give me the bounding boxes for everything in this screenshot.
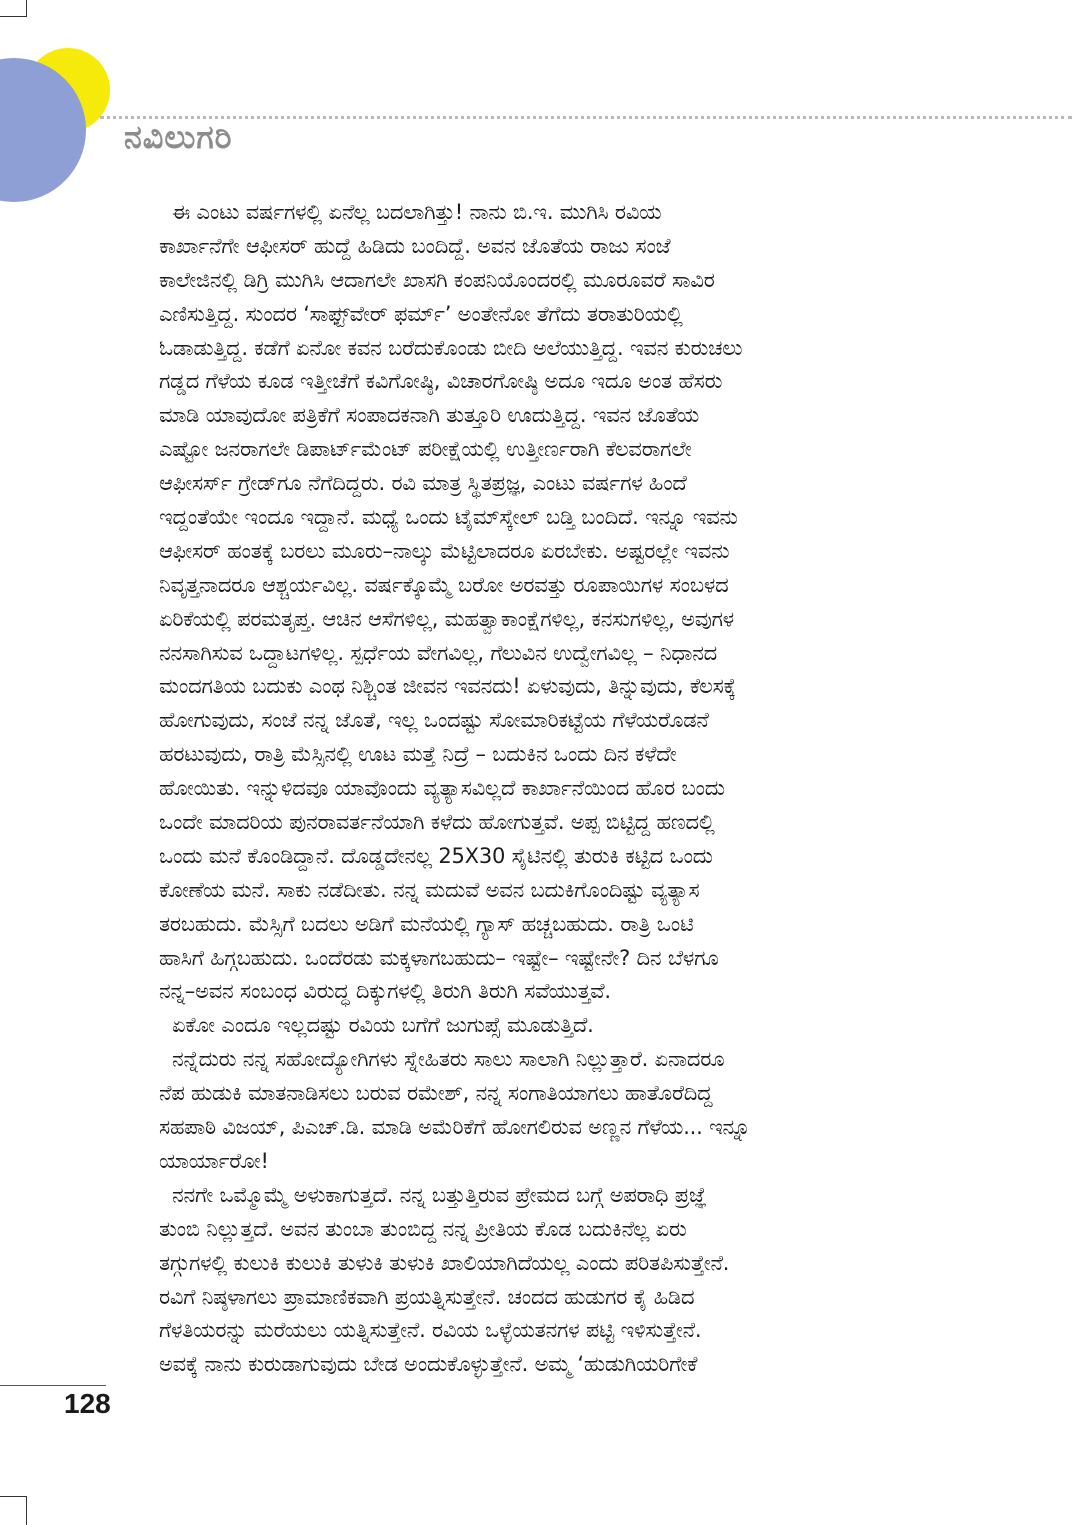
crop-mark-bottom-vertical — [26, 1496, 27, 1525]
body-text-line: ಹರಟುವುದು, ರಾತ್ರಿ ಮೆಸ್ಸಿನಲ್ಲಿ ಊಟ ಮತ್ತೆ ನಿದ್ರೆ – ಬದುಕಿನ ಒಂದು ದಿನ ಕಳೆದೇ — [159, 742, 677, 767]
section-title: ನವಿಲುಗರಿ — [124, 118, 233, 156]
page-number: 128 — [64, 1388, 111, 1419]
body-text-line: ರವಿಗೆ ನಿಷ್ಠಳಾಗಲು ಪ್ರಾಮಾಣಿಕವಾಗಿ ಪ್ರಯತ್ನಿಸುತ್ತೇನೆ. ಚಂದದ ಹುಡುಗರ ಕೈ ಹಿಡಿದ — [159, 1284, 695, 1309]
body-text-line: ಯಾರ್ಯಾರೋ! — [159, 1148, 269, 1173]
body-text-line: ಮಾಡಿ ಯಾವುದೋ ಪತ್ರಿಕೆಗೆ ಸಂಪಾದಕನಾಗಿ ತುತ್ತೂರಿ ಊದುತ್ತಿದ್ದ. ಇವನ ಜೊತೆಯ — [159, 403, 700, 428]
body-text-line: ತರಬಹುದು. ಮೆಸ್ಸಿಗೆ ಬದಲು ಅಡಿಗೆ ಮನೆಯಲ್ಲಿ ಗ್ಯಾಸ್ ಹಚ್ಚಬಹುದು. ರಾತ್ರಿ ಒಂಟಿ — [159, 911, 694, 936]
crop-mark-top-horizontal — [0, 16, 27, 17]
body-text — [159, 196, 904, 1382]
body-text-line: ಎಷ್ಟೋ ಜನರಾಗಲೇ ಡಿಪಾರ್ಟ್‌ಮೆಂಟ್ ಪರೀಕ್ಷೆಯಲ್ಲಿ ಉತ್ತೀರ್ಣರಾಗಿ ಕೆಲವರಾಗಲೇ — [159, 437, 692, 462]
crop-mark-bottom-horizontal — [0, 1496, 27, 1497]
header-dotted-rule — [100, 116, 1072, 119]
body-text-line: ತುಂಬಿ ನಿಲ್ಲುತ್ತದೆ. ಅವನ ತುಂಬಾ ತುಂಬಿದ್ದ ನನ್ನ ಪ್ರೀತಿಯ ಕೊಡ ಬದುಕಿನೆಲ್ಲ ಏರು — [159, 1216, 687, 1241]
body-text-line: ನನಸಾಗಿಸುವ ಒದ್ದಾಟಗಳಿಲ್ಲ. ಸ್ಪರ್ಧೆಯ ವೇಗವಿಲ್ಲ, ಗೆಲುವಿನ ಉದ್ವೇಗವಿಲ್ಲ – ನಿಧಾನದ — [159, 640, 718, 665]
body-text-line: ಕೋಣೆಯ ಮನೆ. ಸಾಕು ನಡೆದೀತು. ನನ್ನ ಮದುವೆ ಅವನ ಬದುಕಿಗೊಂದಿಷ್ಟು ವ್ಯತ್ಯಾಸ — [159, 877, 700, 902]
body-text-line: ನಿವೃತ್ತನಾದರೂ ಆಶ್ಚರ್ಯವಿಲ್ಲ. ವರ್ಷಕ್ಕೊಮ್ಮೆ ಬರೋ ಅರವತ್ತು ರೂಪಾಯಿಗಳ ಸಂಬಳದ — [159, 572, 729, 597]
body-text-line: ನನ್ನೆದುರು ನನ್ನ ಸಹೋದ್ಯೋಗಿಗಳು ಸ್ನೇಹಿತರು ಸಾಲು ಸಾಲಾಗಿ ನಿಲ್ಲುತ್ತಾರೆ. ಏನಾದರೂ — [172, 1047, 725, 1072]
body-text-line: ಹೋಗುವುದು, ಸಂಜೆ ನನ್ನ ಜೊತೆ, ಇಲ್ಲ ಒಂದಷ್ಟು ಸೋಮಾರಿಕಟ್ಟೆಯ ಗೆಳೆಯರೊಡನೆ — [159, 708, 709, 733]
body-text-line: ಅವಕ್ಕೆ ನಾನು ಕುರುಡಾಗುವುದು ಬೇಡ ಅಂದುಕೊಳ್ಳುತ್ತೇನೆ. ಅಮ್ಮ ‘ಹುಡುಗಿಯರಿಗೇಕೆ — [159, 1352, 698, 1377]
body-text-line: ಹಾಸಿಗೆ ಹಿಗ್ಗಬಹುದು. ಒಂದೆರಡು ಮಕ್ಕಳಾಗಬಹುದು– ಇಷ್ಟೇ– ಇಷ್ಟೇನೇ? ದಿನ ಬೆಳಗೂ — [159, 945, 719, 970]
body-text-line: ಏರಿಕೆಯಲ್ಲಿ ಪರಮತೃಪ್ತ. ಆಚಿನ ಆಸೆಗಳಿಲ್ಲ, ಮಹತ್ವಾಕಾಂಕ್ಷೆಗಳಿಲ್ಲ, ಕನಸುಗಳಿಲ್ಲ, ಅವುಗಳ — [159, 606, 734, 631]
body-text-line: ತಗ್ಗುಗಳಲ್ಲಿ ಕುಲುಕಿ ಕುಲುಕಿ ತುಳುಕಿ ತುಳುಕಿ ಖಾಲಿಯಾಗಿದೆಯಲ್ಲ ಎಂದು ಪರಿತಪಿಸುತ್ತೇನೆ. — [159, 1250, 730, 1275]
body-text-line: ಆಫೀಸರ್ ಹಂತಕ್ಕೆ ಬರಲು ಮೂರು–ನಾಲ್ಕು ಮೆಟ್ಟಿಲಾದರೂ ಏರಬೇಕು. ಅಷ್ಟರಲ್ಲೇ ಇವನು — [159, 538, 730, 563]
crop-mark-top-vertical — [26, 0, 27, 16]
footer-rule — [0, 1385, 106, 1386]
body-text-line: ಹೋಯಿತು. ಇನ್ನುಳಿದವೂ ಯಾವೊಂದು ವ್ಯತ್ಯಾಸವಿಲ್ಲದೆ ಕಾರ್ಖಾನೆಯಿಂದ ಹೊರ ಬಂದು — [159, 776, 725, 801]
body-text-line: ಒಂದು ಮನೆ ಕೊಂಡಿದ್ದಾನೆ. ದೊಡ್ಡದೇನಲ್ಲ 25X30 ಸೈಟಿನಲ್ಲಿ ತುರುಕಿ ಕಟ್ಟಿದ ಒಂದು — [159, 843, 713, 868]
body-text-line: ಗಡ್ಡದ ಗೆಳೆಯ ಕೂಡ ಇತ್ತೀಚೆಗೆ ಕವಿಗೋಷ್ಠಿ, ವಿಚಾರಗೋಷ್ಠಿ ಅದೂ ಇದೂ ಅಂತ ಹೆಸರು — [159, 369, 723, 394]
body-text-line: ಕಾರ್ಖಾನೆಗೇ ಆಫೀಸರ್ ಹುದ್ದೆ ಹಿಡಿದು ಬಂದಿದ್ದೆ. ಅವನ ಜೊತೆಯ ರಾಜು ಸಂಜೆ — [159, 233, 671, 258]
body-text-line: ಕಾಲೇಜಿನಲ್ಲಿ ಡಿಗ್ರಿ ಮುಗಿಸಿ ಆದಾಗಲೇ ಖಾಸಗಿ ಕಂಪನಿಯೊಂದರಲ್ಲಿ ಮೂರೂವರೆ ಸಾವಿರ — [159, 267, 715, 292]
body-text-line: ಇದ್ದಂತೆಯೇ ಇಂದೂ ಇದ್ದಾನೆ. ಮಧ್ಯೆ ಒಂದು ಟೈಮ್‌ಸ್ಕೇಲ್ ಬಡ್ತಿ ಬಂದಿದೆ. ಇನ್ನೂ ಇವನು — [159, 505, 738, 530]
body-text-line: ನೆಪ ಹುಡುಕಿ ಮಾತನಾಡಿಸಲು ಬರುವ ರಮೇಶ್, ನನ್ನ ಸಂಗಾತಿಯಾಗಲು ಹಾತೊರೆದಿದ್ದ — [159, 1081, 713, 1106]
body-text-line: ಓಡಾಡುತ್ತಿದ್ದ. ಕಡೆಗೆ ಏನೋ ಕವನ ಬರೆದುಕೊಂಡು ಬೀದಿ ಅಲೆಯುತ್ತಿದ್ದ. ಇವನ ಕುರುಚಲು — [159, 335, 743, 360]
body-text-line: ಏಕೋ ಎಂದೂ ಇಲ್ಲದಷ್ಟು ರವಿಯ ಬಗೆಗೆ ಜುಗುಪ್ಸೆ ಮೂಡುತ್ತಿದೆ. — [172, 1013, 594, 1038]
body-text-line: ಸಹಪಾಠಿ ವಿಜಯ್, ಪಿಎಚ್.ಡಿ. ಮಾಡಿ ಅಮೆರಿಕೆಗೆ ಹೋಗಲಿರುವ ಅಣ್ಣನ ಗೆಳೆಯ... ಇನ್ನೂ — [159, 1115, 751, 1140]
body-text-line: ಎಣಿಸುತ್ತಿದ್ದ. ಸುಂದರ ‘ಸಾಫ್ಟ್‌ವೇರ್ ಫರ್ಮ್’ ಅಂತೇನೋ ತೆಗೆದು ತರಾತುರಿಯಲ್ಲಿ — [159, 301, 683, 326]
body-text-line: ನನ್ನ–ಅವನ ಸಂಬಂಧ ವಿರುದ್ಧ ದಿಕ್ಕುಗಳಲ್ಲಿ ತಿರುಗಿ ತಿರುಗಿ ಸವೆಯುತ್ತವೆ. — [159, 979, 611, 1004]
body-text-line: ಒಂದೇ ಮಾದರಿಯ ಪುನರಾವರ್ತನೆಯಾಗಿ ಕಳೆದು ಹೋಗುತ್ತವೆ. ಅಪ್ಪ ಬಿಟ್ಟಿದ್ದ ಹಣದಲ್ಲಿ — [159, 810, 715, 835]
body-text-line: ಮಂದಗತಿಯ ಬದುಕು ಎಂಥ ನಿಶ್ಚಿಂತ ಜೀವನ ಇವನದು! ಏಳುವುದು, ತಿನ್ನುವುದು, ಕೆಲಸಕ್ಕೆ — [159, 674, 736, 699]
body-text-line: ನನಗೇ ಒಮ್ಮೊಮ್ಮೆ ಅಳುಕಾಗುತ್ತದೆ. ನನ್ನ ಬತ್ತುತ್ತಿರುವ ಪ್ರೇಮದ ಬಗ್ಗೆ ಅಪರಾಧಿ ಪ್ರಜ್ಞೆ — [172, 1182, 707, 1207]
body-text-line: ಈ ಎಂಟು ವರ್ಷಗಳಲ್ಲಿ ಏನೆಲ್ಲ ಬದಲಾಗಿತ್ತು! ನಾನು ಬಿ.ಇ. ಮುಗಿಸಿ ರವಿಯ — [172, 200, 662, 224]
body-text-line: ಆಫೀಸರ್ಸ್ ಗ್ರೇಡ್‌ಗೂ ನೆಗೆದಿದ್ದರು. ರವಿ ಮಾತ್ರ ಸ್ಥಿತಪ್ರಜ್ಞ, ಎಂಟು ವರ್ಷಗಳ ಹಿಂದೆ — [159, 471, 687, 496]
body-text-line: ಗೆಳತಿಯರನ್ನು ಮರೆಯಲು ಯತ್ನಿಸುತ್ತೇನೆ. ರವಿಯ ಒಳ್ಳೆಯತನಗಳ ಪಟ್ಟಿ ಇಳಿಸುತ್ತೇನೆ. — [159, 1318, 702, 1343]
